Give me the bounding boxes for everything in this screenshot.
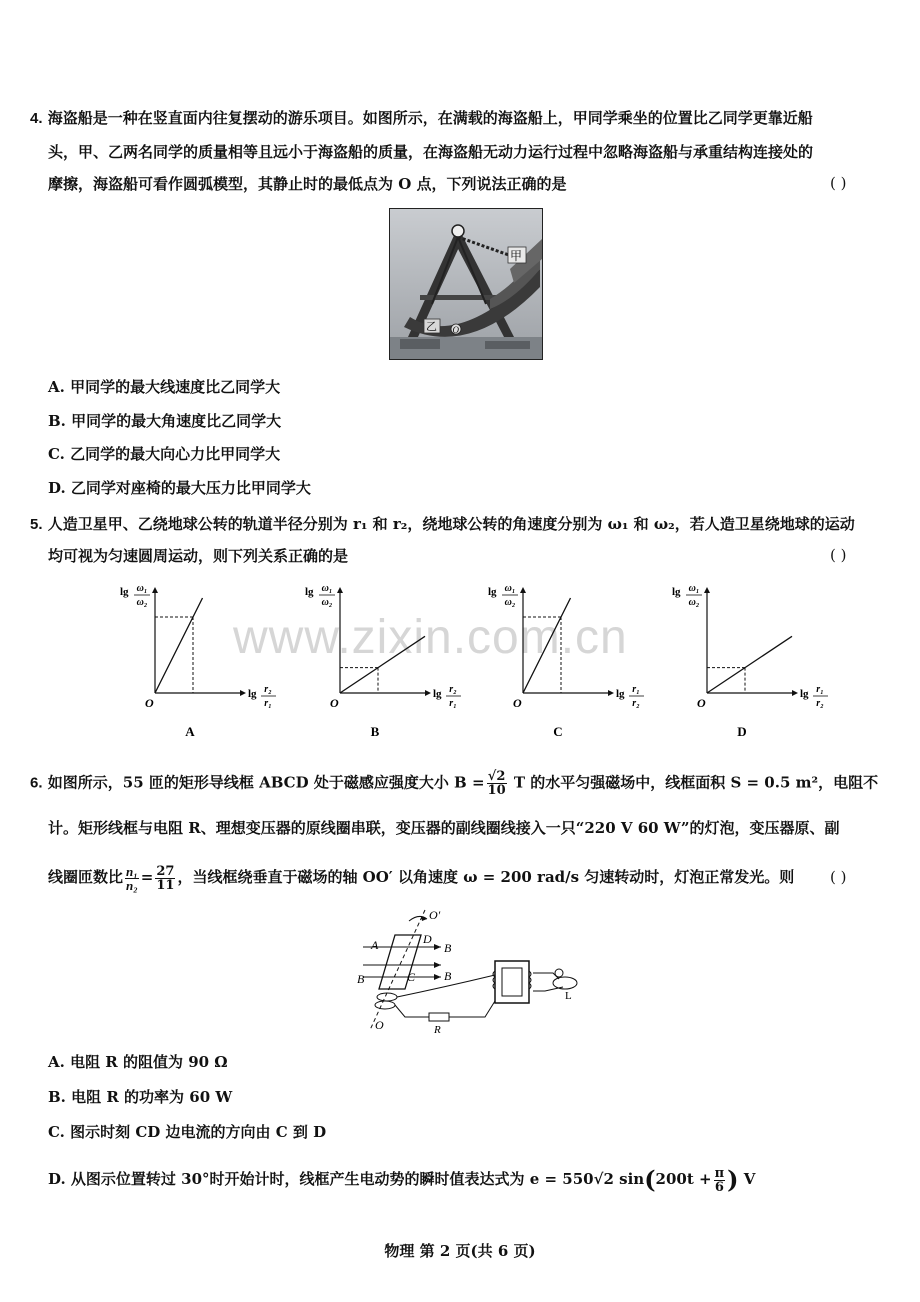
graph-a-xlabel-num: r₂ [264, 684, 272, 695]
graph-c-xlabel-den: r₂ [632, 698, 640, 709]
graph-a-x-arrow [240, 690, 246, 696]
page-footer: 物理 第 2 页(共 6 页) [384, 1242, 536, 1260]
label-o: O [375, 1018, 384, 1032]
q6-line1: 6. 如图所示，55 匝的矩形导线框 ABCD 处于磁感应强度大小 B = $\frac{√2}{10}$ T 的水平匀强磁场中，线框面积 S = 0.5 m²，电阻不 [30, 769, 879, 798]
q4-line1: 4. 海盗船是一种在竖直面内往复摆动的游乐项目。如图所示，在满载的海盗船上，甲同学乘坐的位置比乙同学更靠近船 [30, 109, 813, 127]
q4-line2: 头，甲、乙两名同学的质量相等且远小于海盗船的质量，在海盗船无动力运行过程中忽略海盗船与承重结构连接处的 [48, 143, 814, 161]
graph-b-caption: B [370, 724, 380, 739]
graph-d-caption: D [737, 724, 747, 739]
graph-c-xlabel-num: r₁ [632, 684, 640, 695]
graph-c-origin: O [513, 696, 522, 710]
label-b-vertex: B [357, 972, 365, 986]
q4-option-a: A. 甲同学的最大线速度比乙同学大 [48, 378, 281, 396]
q4-answer-paren: ( ) [830, 174, 847, 192]
graph-d-ylabel-den: ω₂ [688, 597, 700, 608]
graph-b-ylabel-num: ω₁ [321, 583, 333, 594]
label-o-prime: O′ [429, 908, 441, 922]
label-b-field-top: B [444, 941, 452, 955]
q4-option-c: C. 乙同学的最大向心力比甲同学大 [48, 445, 281, 463]
q5-line1: 5. 人造卫星甲、乙绕地球公转的轨道半径分别为 r₁ 和 r₂，绕地球公转的角速度分别为 ω₁ 和 ω₂，若人造卫星绕地球的运动 [30, 515, 855, 533]
q4-number: 4. [30, 110, 43, 127]
q4-option-b: B. 甲同学的最大角速度比乙同学大 [48, 412, 282, 430]
label-a: A [371, 938, 379, 952]
graph-c-caption: C [553, 724, 563, 739]
graph-a-xlabel-lg: lg [248, 688, 257, 700]
q5-answer-paren: ( ) [830, 546, 847, 564]
graph-b-xlabel-den: r₁ [449, 698, 457, 709]
graph-c-ylabel-den: ω₂ [504, 597, 516, 608]
label-d: D [423, 932, 432, 946]
graph-c-ylabel-num: ω₁ [504, 583, 516, 594]
graph-d-xlabel-num: r₁ [816, 684, 824, 695]
q6-answer-paren: ( ) [830, 868, 847, 886]
graph-c-data-line [523, 598, 571, 693]
graph-a-data-line [155, 598, 203, 693]
graph-a-xlabel-den: r₁ [264, 698, 272, 709]
graph-a-ylabel-lg: lg [120, 586, 129, 598]
graph-c-ylabel-lg: lg [488, 586, 497, 598]
photo-label-yi: 乙 [426, 321, 437, 333]
q6-option-c: C. 图示时刻 CD 边电流的方向由 C 到 D [48, 1123, 327, 1141]
q5-line2: 均可视为匀速圆周运动，则下列关系正确的是 [48, 547, 349, 565]
graph-d-ylabel-lg: lg [672, 586, 681, 598]
q6-option-b: B. 电阻 R 的功率为 60 W [48, 1088, 233, 1106]
graph-a-origin: O [145, 696, 154, 710]
label-b-field-bottom: B [444, 969, 452, 983]
pirate-ship-photo [389, 208, 543, 360]
graph-b-data-line [340, 636, 425, 693]
graph-a-y-arrow [152, 587, 158, 593]
q6-option-a: A. 电阻 R 的阻值为 90 Ω [48, 1053, 228, 1071]
graph-d-data-line [707, 636, 792, 693]
photo-label-jia: 甲 [510, 249, 523, 263]
q6-line2: 计。矩形线框与电阻 R、理想变压器的原线圈串联，变压器的副线圈线接入一只“220 V 60 W”的灯泡，变压器原、副 [48, 819, 840, 837]
graph-c-x-arrow [608, 690, 614, 696]
graph-a-ylabel-den: ω₂ [136, 597, 148, 608]
graph-d-origin: O [697, 696, 706, 710]
graph-d-y-arrow [704, 587, 710, 593]
graph-b-xlabel-num: r₂ [449, 684, 457, 695]
graph-d-x-arrow [792, 690, 798, 696]
generator-transformer-diagram [345, 905, 585, 1035]
q5-number: 5. [30, 516, 43, 533]
turns-ratio-fraction: $\frac{\text{n₁}}{\text{n₂}}$ [126, 863, 138, 893]
graph-b-origin: O [330, 696, 339, 710]
q6-line3: 线圈匝数比 $\frac{\text{n₁}}{\text{n₂}}$ = $\frac{27}{11}$ ，当线框绕垂直于磁场的轴 OO′ 以角速度 ω = 200 rad/s 匀速转动时，灯泡正常发光。则 [48, 863, 795, 893]
graph-b-x-arrow [425, 690, 431, 696]
graph-a-ylabel-num: ω₁ [136, 583, 148, 594]
label-c: C [407, 970, 416, 984]
q6-number: 6. [30, 774, 43, 792]
graph-b-y-arrow [337, 587, 343, 593]
q4-line3: 摩擦，海盗船可看作圆弧模型，其静止时的最低点为 O 点，下列说法正确的是 [48, 175, 567, 193]
photo-label-o: O [452, 325, 459, 335]
pi-over-six: $\frac{\pi}{6}$ [714, 1165, 725, 1195]
graph-b-ylabel-den: ω₂ [321, 597, 333, 608]
turns-ratio-value: $\frac{27}{11}$ [156, 863, 175, 893]
label-r: R [434, 1024, 441, 1035]
q5-graphs [0, 575, 920, 745]
b-fraction: $\frac{√2}{10}$ [487, 769, 506, 798]
graph-c-y-arrow [520, 587, 526, 593]
graph-b-ylabel-lg: lg [305, 586, 314, 598]
graph-c-xlabel-lg: lg [616, 688, 625, 700]
q4-option-d: D. 乙同学对座椅的最大压力比甲同学大 [48, 479, 311, 497]
graph-d-xlabel-den: r₂ [816, 698, 824, 709]
label-lamp: L [565, 990, 572, 1002]
graph-d-ylabel-num: ω₁ [688, 583, 700, 594]
watermark: www.zixin.com.cn [233, 611, 628, 664]
graph-b-xlabel-lg: lg [433, 688, 442, 700]
q6-option-d: D. 从图示位置转过 30°时开始计时，线框产生电动势的瞬时值表达式为 e = 550√2 sin(200t + $\frac{\pi}{6}$ ) V [48, 1165, 756, 1195]
graph-a-caption: A [185, 724, 195, 739]
graph-d-xlabel-lg: lg [800, 688, 809, 700]
